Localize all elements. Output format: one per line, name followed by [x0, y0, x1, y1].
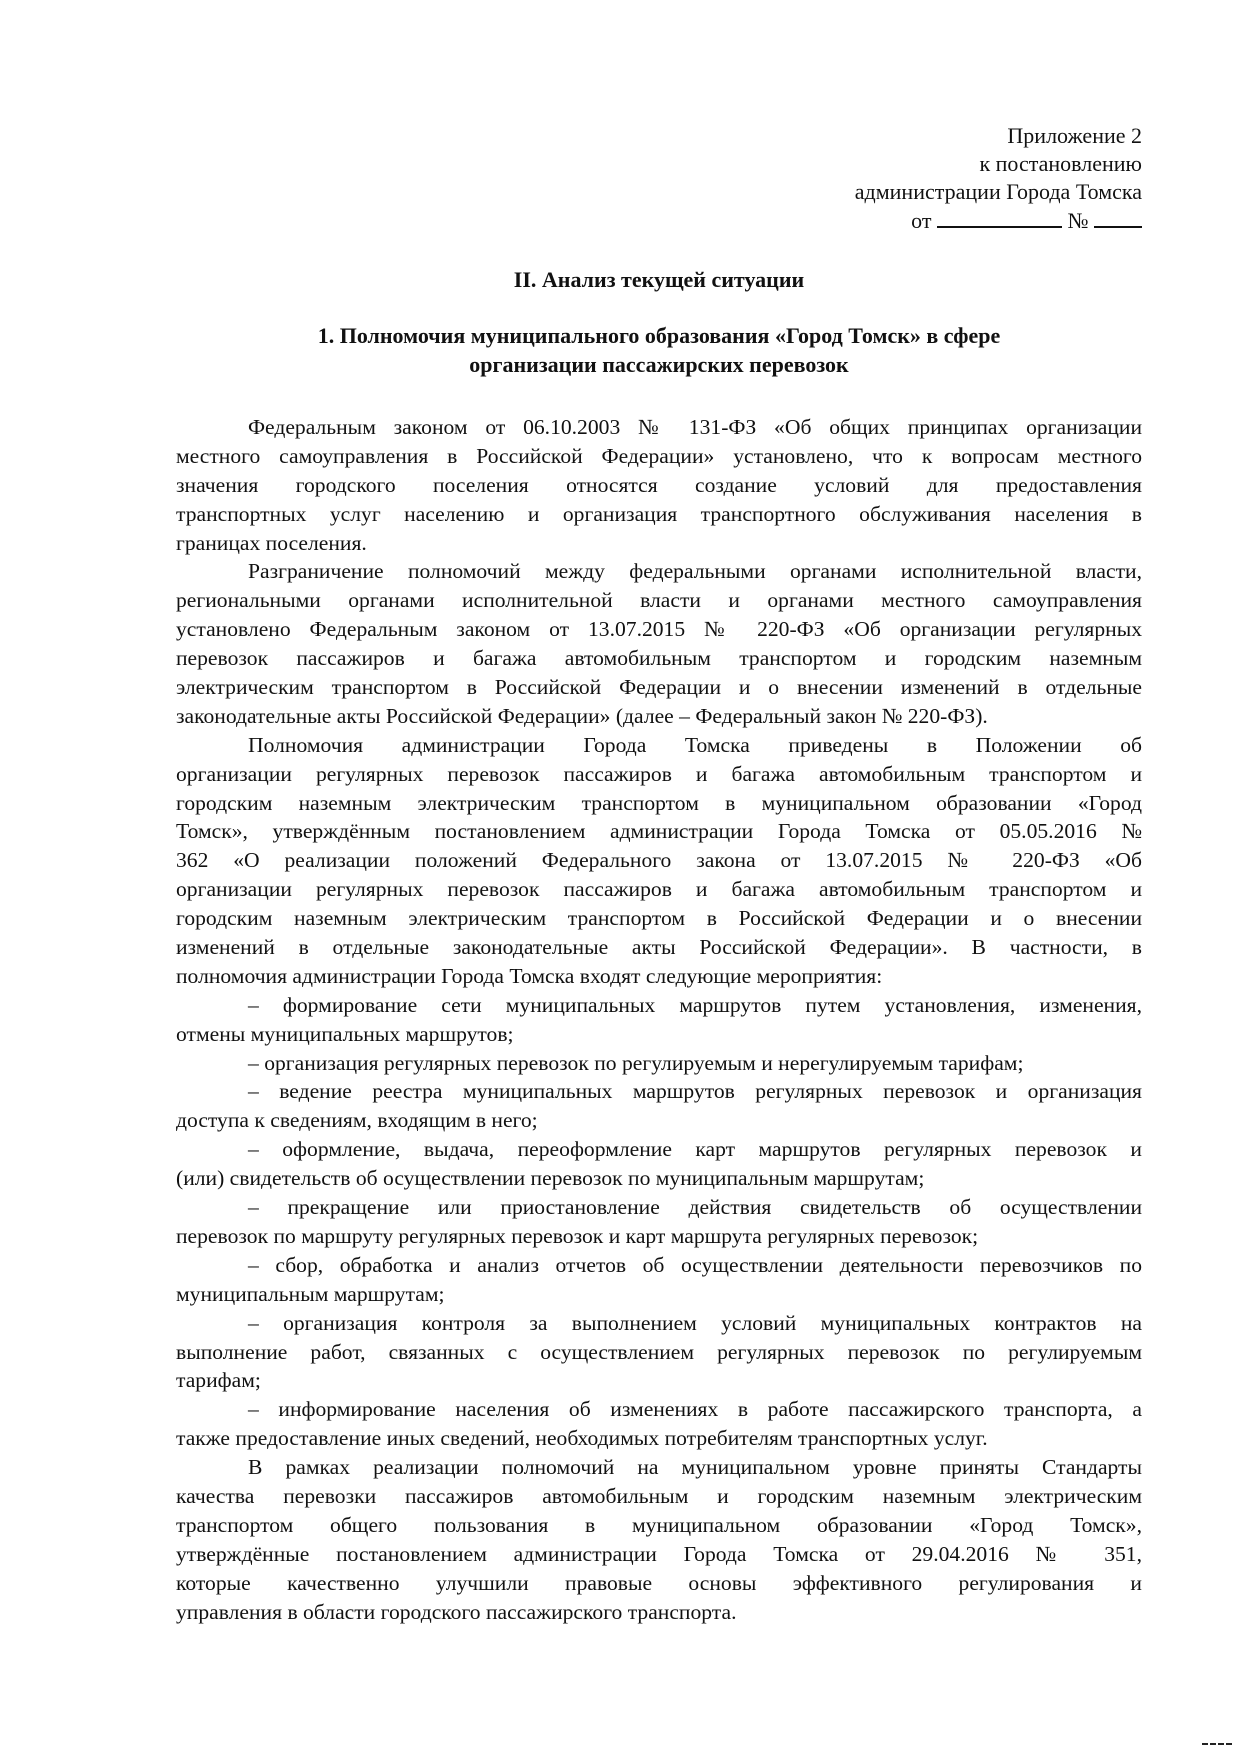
text-line: тарифам;: [176, 1368, 261, 1393]
text-line: полномочия администрации Города Томска входят следующие мероприятия:: [176, 963, 883, 988]
text-line: транспортных услуг населению и организация транспортного обслуживания населения в: [176, 501, 1142, 526]
subsection-title-line: 1. Полномочия муниципального образования «Город Томск» в сфере: [317, 323, 1001, 348]
text-line: (или) свидетельств об осуществлении перевозок по муниципальным маршрутам;: [176, 1166, 925, 1191]
text-line: – организация регулярных перевозок по регулируемым и нерегулируемым тарифам;: [248, 1050, 1024, 1075]
text-line: качества перевозки пассажиров автомобильным и городским наземным электрическим: [176, 1483, 1142, 1508]
text-line: отмены муниципальных маршрутов;: [176, 1021, 514, 1046]
text-line: – ведение реестра муниципальных маршрутов регулярных перевозок и организация: [248, 1079, 1142, 1104]
paragraph: [176, 1309, 1142, 1396]
paragraph: [176, 1453, 1142, 1626]
text-line: установлено Федеральным законом от 13.07.2015 № 220-ФЗ «Об организации регулярных: [176, 617, 1142, 642]
document-body: [176, 413, 1142, 1626]
text-line: организации регулярных перевозок пассажиров и багажа автомобильным транспортом и: [176, 877, 1142, 902]
number-blank: [1094, 208, 1142, 228]
number-label: №: [1067, 208, 1089, 233]
text-line: значения городского поселения относятся создание условий для предоставления: [176, 472, 1142, 497]
paragraph: [176, 413, 1142, 557]
text-line: утверждённые постановлением администрации Города Томска от 29.04.2016 № 351,: [176, 1541, 1142, 1566]
subsection-title-line: организации пассажирских перевозок: [469, 352, 849, 377]
text-line: управления в области городского пассажирского транспорта.: [176, 1599, 737, 1624]
paragraph: [176, 731, 1142, 991]
text-line: которые качественно улучшили правовые основы эффективного регулирования и: [176, 1570, 1142, 1595]
text-line: Федеральным законом от 06.10.2003 № 131-ФЗ «Об общих принципах организации: [248, 415, 1142, 439]
text-line: городским наземным электрическим транспортом в Российской Федерации и о внесении: [176, 906, 1142, 931]
text-line: – организация контроля за выполнением условий муниципальных контрактов на: [248, 1310, 1142, 1335]
text-line: также предоставление иных сведений, необходимых потребителям транспортных услуг.: [176, 1426, 988, 1451]
paragraph: [176, 991, 1142, 1049]
subsection-title: [176, 321, 1142, 379]
paragraph: [176, 1251, 1142, 1309]
text-line: изменений в отдельные законодательные акты Российской Федерации». В частности, в: [176, 935, 1142, 960]
from-label: от: [911, 208, 932, 233]
text-line: выполнение работ, связанных с осуществлением регулярных перевозок по регулируемым: [176, 1339, 1142, 1364]
text-line: организации регулярных перевозок пассажиров и багажа автомобильным транспортом и: [176, 761, 1142, 786]
paragraph: [176, 1077, 1142, 1135]
text-line: – сбор, обработка и анализ отчетов об осуществлении деятельности перевозчиков по: [248, 1252, 1142, 1277]
text-line: границах поселения.: [176, 530, 367, 555]
administration-label: администрации Города Томска: [854, 179, 1142, 204]
text-line: муниципальным маршрутам;: [176, 1281, 445, 1306]
text-line: городским наземным электрическим транспортом в муниципальном образовании «Город: [176, 790, 1142, 815]
text-line: – прекращение или приостановление действия свидетельств об осуществлении: [248, 1195, 1142, 1220]
paragraph: [176, 1395, 1142, 1453]
text-line: законодательные акты Российской Федерации» (далее – Федеральный закон № 220-ФЗ).: [176, 703, 988, 728]
text-line: Томск», утверждённым постановлением администрации Города Томска от 05.05.2016 №: [176, 819, 1142, 844]
text-line: 362 «О реализации положений Федерального закона от 13.07.2015 № 220-ФЗ «Об: [176, 848, 1142, 873]
text-line: Полномочия администрации Города Томска приведены в Положении об: [248, 732, 1142, 757]
paragraph: [176, 1049, 1142, 1078]
text-line: – информирование населения об изменениях в работе пассажирского транспорта, а: [248, 1397, 1142, 1422]
text-line: В рамках реализации полномочий на муниципальном уровне приняты Стандарты: [248, 1455, 1142, 1480]
text-line: электрическим транспортом в Российской Федерации и о внесении изменений в отдельные: [176, 675, 1142, 700]
text-line: доступа к сведениям, входящим в него;: [176, 1108, 538, 1133]
text-line: Разграничение полномочий между федеральными органами исполнительной власти,: [248, 559, 1142, 584]
text-line: перевозок пассажиров и багажа автомобильным транспортом и городским наземным: [176, 646, 1142, 671]
paragraph: [176, 557, 1142, 730]
paragraph: [176, 1193, 1142, 1251]
resolution-label: к постановлению: [979, 151, 1142, 176]
text-line: региональными органами исполнительной власти и органами местного самоуправления: [176, 588, 1142, 613]
date-blank: [937, 208, 1062, 228]
paragraph: [176, 1135, 1142, 1193]
text-line: – формирование сети муниципальных маршрутов путем установления, изменения,: [248, 992, 1142, 1017]
text-line: местного самоуправления в Российской Федерации» установлено, что к вопросам местного: [176, 443, 1142, 468]
text-line: перевозок по маршруту регулярных перевозок и карт маршрута регулярных перевозок;: [176, 1223, 979, 1248]
date-number-line: [911, 207, 1142, 235]
text-line: – оформление, выдача, переоформление карт маршрутов регулярных перевозок и: [248, 1137, 1142, 1162]
text-line: транспортом общего пользования в муниципальном образовании «Город Томск»,: [176, 1512, 1142, 1537]
appendix-label: Приложение 2: [1007, 123, 1142, 148]
scan-mark: [1202, 1743, 1232, 1745]
section-title: II. Анализ текущей ситуации: [513, 267, 805, 292]
